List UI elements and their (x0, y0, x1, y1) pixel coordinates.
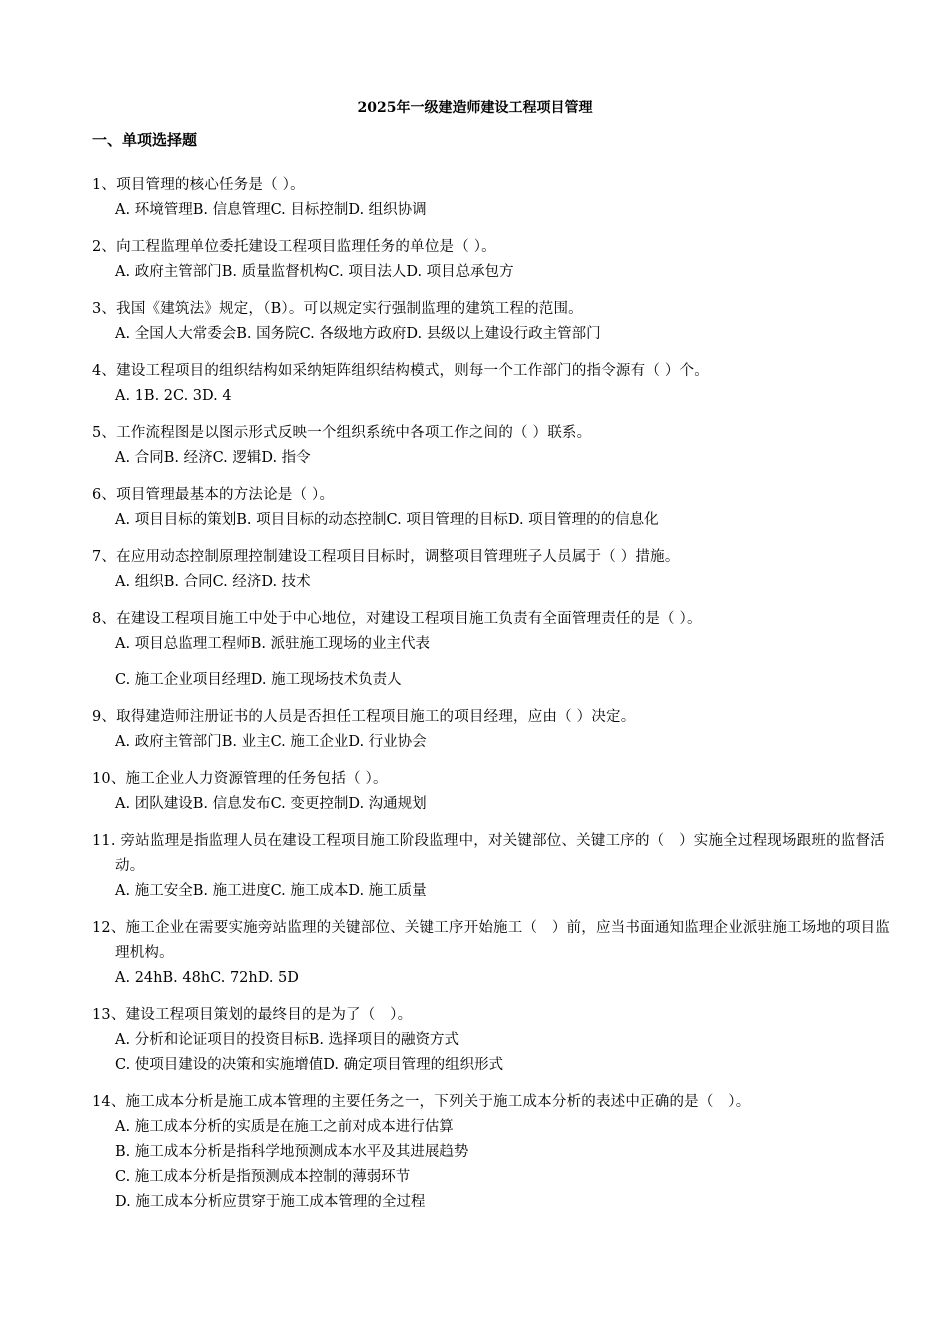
question-stem: 10、施工企业人力资源管理的任务包括（ ）。 (92, 771, 388, 787)
question-options (92, 879, 902, 904)
option-line: D. 施工成本分析应贯穿于施工成本管理的全过程 (115, 1194, 426, 1210)
question-item (92, 1003, 902, 1078)
question-stem: 4、建设工程项目的组织结构如采纳矩阵组织结构模式，则每一个工作部门的指令源有（ ）个。 (92, 363, 709, 379)
option-line: A. 施工安全B. 施工进度C. 施工成本D. 施工质量 (115, 883, 427, 899)
question-options (92, 570, 902, 595)
question-stem: 13、建设工程项目策划的最终目的是为了（ ）。 (92, 1007, 413, 1023)
question-item (92, 767, 902, 817)
question-options (92, 198, 902, 223)
question-stem: 2、向工程监理单位委托建设工程项目监理任务的单位是（ ）。 (92, 239, 496, 255)
question-options (92, 1028, 902, 1078)
option-line: A. 组织B. 合同C. 经济D. 技术 (115, 574, 311, 590)
question-options (92, 322, 902, 347)
option-line: A. 项目目标的策划B. 项目目标的动态控制C. 项目管理的目标D. 项目管理的的信息化 (115, 512, 659, 528)
question-options (92, 632, 902, 693)
question-options (92, 508, 902, 533)
question-stem: 1、项目管理的核心任务是（ ）。 (92, 177, 305, 193)
question-item (92, 235, 902, 285)
option-line: A. 团队建设B. 信息发布C. 变更控制D. 沟通规划 (115, 796, 427, 812)
question-item (92, 545, 902, 595)
question-options (92, 446, 902, 471)
question-item (92, 916, 902, 991)
question-options (92, 1115, 902, 1215)
question-options (92, 792, 902, 817)
option-line: A. 1B. 2C. 3D. 4 (115, 388, 232, 404)
question-item (92, 705, 902, 755)
question-item (92, 607, 902, 693)
option-line: A. 政府主管部门B. 业主C. 施工企业D. 行业协会 (115, 734, 427, 750)
option-line: C. 施工企业项目经理D. 施工现场技术负责人 (115, 672, 402, 688)
option-line: A. 合同B. 经济C. 逻辑D. 指令 (115, 450, 311, 466)
option-line: A. 全国人大常委会B. 国务院C. 各级地方政府D. 县级以上建设行政主管部门 (115, 326, 601, 342)
option-line: C. 施工成本分析是指预测成本控制的薄弱环节 (115, 1169, 411, 1185)
question-item (92, 829, 902, 904)
question-stem: 6、项目管理最基本的方法论是（ ）。 (92, 487, 335, 503)
question-item (92, 483, 902, 533)
question-stem: 9、取得建造师注册证书的人员是否担任工程项目施工的项目经理，应由（ ）决定。 (92, 709, 636, 725)
option-line: A. 项目总监理工程师B. 派驻施工现场的业主代表 (115, 636, 431, 652)
question-stem: 14、施工成本分析是施工成本管理的主要任务之一，下列关于施工成本分析的表述中正确的是（ ）。 (92, 1094, 751, 1110)
question-list (92, 173, 902, 1227)
option-line: A. 政府主管部门B. 质量监督机构C. 项目法人D. 项目总承包方 (115, 264, 514, 280)
question-item (92, 359, 902, 409)
question-options (92, 966, 902, 991)
question-item (92, 421, 902, 471)
question-options (92, 384, 902, 409)
question-stem: 8、在建设工程项目施工中处于中心地位，对建设工程项目施工负责有全面管理责任的是（ ）。 (92, 611, 702, 627)
question-stem: 11. 旁站监理是指监理人员在建设工程项目施工阶段监理中，对关键部位、关键工序的（ ）实施全过程现场跟班的监督活动。 (92, 833, 885, 874)
question-item (92, 297, 902, 347)
question-stem: 3、我国《建筑法》规定，（B）。可以规定实行强制监理的建筑工程的范围。 (92, 301, 583, 317)
question-options (92, 260, 902, 285)
option-line: A. 施工成本分析的实质是在施工之前对成本进行估算 (115, 1119, 454, 1135)
question-stem: 7、在应用动态控制原理控制建设工程项目目标时，调整项目管理班子人员属于（ ）措施。 (92, 549, 680, 565)
question-item (92, 173, 902, 223)
option-line: A. 分析和论证项目的投资目标B. 选择项目的融资方式 (115, 1032, 460, 1048)
question-options (92, 730, 902, 755)
option-line: B. 施工成本分析是指科学地预测成本水平及其进展趋势 (115, 1144, 469, 1160)
document-title: 2025年一级建造师建设工程项目管理 (357, 100, 593, 116)
option-line: A. 24hB. 48hC. 72hD. 5D (115, 970, 299, 986)
question-stem: 5、工作流程图是以图示形式反映一个组织系统中各项工作之间的（ ）联系。 (92, 425, 592, 441)
question-stem: 12、施工企业在需要实施旁站监理的关键部位、关键工序开始施工（ ）前，应当书面通知监理企业派驻施工场地的项目监理机构。 (92, 920, 890, 961)
option-line: A. 环境管理B. 信息管理C. 目标控制D. 组织协调 (115, 202, 427, 218)
section-title: 一、单项选择题 (92, 131, 198, 149)
question-item (92, 1090, 902, 1215)
option-line: C. 使项目建设的决策和实施增值D. 确定项目管理的组织形式 (115, 1057, 504, 1073)
